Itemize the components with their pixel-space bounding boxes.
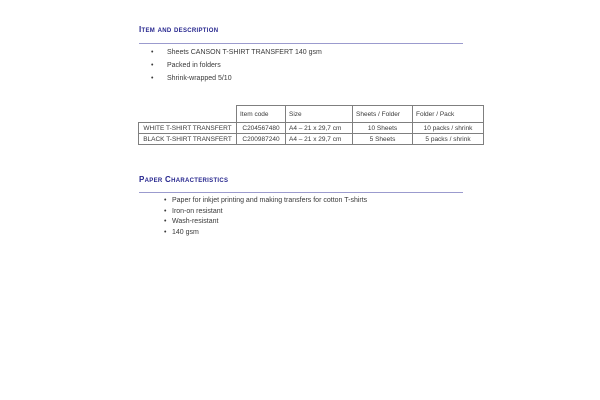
bullet-icon: • — [151, 75, 154, 82]
product-spec-table — [138, 105, 484, 145]
cell-size: A4 – 21 x 29,7 cm — [286, 123, 353, 134]
bullet-text: Iron-on resistant — [172, 207, 223, 215]
table-header-folder-pack: Folder / Pack — [413, 106, 484, 123]
list-item — [151, 59, 322, 72]
list-item — [151, 46, 322, 59]
table-row — [139, 123, 484, 134]
table-header-item-code: Item code — [237, 106, 286, 123]
cell-size: A4 – 21 x 29,7 cm — [286, 134, 353, 145]
section-heading-paper-characteristics: Paper Characteristics — [139, 175, 229, 184]
item-description-bullet-list — [151, 46, 322, 85]
bullet-icon: • — [164, 207, 167, 215]
cell-product-name: BLACK T-SHIRT TRANSFERT — [139, 134, 237, 145]
bullet-text: Shrink-wrapped 5/10 — [167, 75, 232, 82]
bullet-text: Sheets CANSON T-SHIRT TRANSFERT 140 gsm — [167, 49, 322, 56]
cell-item-code: C204567480 — [237, 123, 286, 134]
cell-item-code: C200987240 — [237, 134, 286, 145]
table-header-sheets-folder: Sheets / Folder — [353, 106, 413, 123]
table-header-row — [139, 106, 484, 123]
cell-folder-pack: 5 packs / shrink — [413, 134, 484, 145]
bullet-text: Paper for inkjet printing and making transfers for cotton T-shirts — [172, 197, 368, 204]
list-item — [164, 228, 367, 239]
table-header-size: Size — [286, 106, 353, 123]
list-item — [164, 217, 367, 228]
list-item — [151, 72, 322, 85]
bullet-icon: • — [151, 62, 154, 69]
bullet-icon: • — [164, 228, 167, 236]
heading-rule — [139, 43, 463, 44]
cell-sheets-folder: 10 Sheets — [353, 123, 413, 134]
bullet-icon: • — [151, 49, 154, 56]
table-header-empty — [139, 106, 237, 123]
cell-sheets-folder: 5 Sheets — [353, 134, 413, 145]
list-item — [164, 196, 367, 207]
bullet-text: Packed in folders — [167, 62, 221, 69]
paper-characteristics-bullet-list — [164, 196, 367, 238]
bullet-text: Wash-resistant — [172, 218, 219, 225]
cell-product-name: WHITE T-SHIRT TRANSFERT — [139, 123, 237, 134]
section-heading-item-and-description: Item and description — [139, 25, 219, 34]
heading-rule — [139, 192, 463, 193]
table-row — [139, 134, 484, 145]
bullet-icon: • — [164, 197, 167, 204]
cell-folder-pack: 10 packs / shrink — [413, 123, 484, 134]
bullet-icon: • — [164, 218, 167, 225]
list-item — [164, 207, 367, 218]
bullet-text: 140 gsm — [172, 228, 199, 236]
